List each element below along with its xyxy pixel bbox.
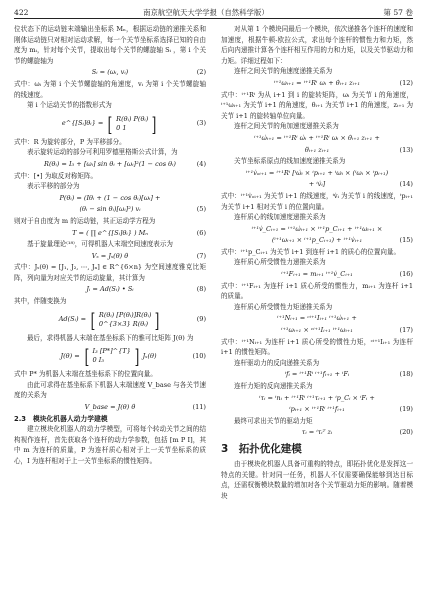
equation-number: (17): [399, 326, 413, 335]
paragraph: 关节坐标系原点的线加速度递推关系为: [234, 157, 346, 166]
equation-19-line1: [221, 393, 413, 404]
equation-lhs: e^{[Sᵢ]θᵢ} =: [61, 119, 104, 128]
equation-number: (6): [196, 228, 206, 237]
paragraph: 连杆质心的线加速度递推关系为: [234, 213, 326, 222]
equation-4: [14, 159, 206, 170]
matrix: [106, 111, 158, 136]
paragraph: 式中：ⁱ⁺¹v̇ₒᵢ₊₁ 为关节 i+1 的线速度，ⁱv̇ᵢ 为关节 i 的线速度，ⁱpᵢ₊₁ 为关节 i+1 相对关节 i 的位置向量。: [221, 191, 413, 211]
paragraph: 由此可求得在基坐标系下机器人末端速度 V_base 与各关节速度的关系为: [14, 380, 206, 400]
paragraph: 连杆力矩的反向递推关系为: [234, 382, 313, 390]
paragraph: 连杆驱动力的反向递推关系为: [234, 358, 320, 367]
paragraph: 表示旋转运动的部分可利用罗德里格斯公式计算，为: [27, 148, 178, 157]
equation-body: ⁱ⁺¹ωᵢ₊₁ = ⁱ⁺¹Rⁱ ωᵢ + θ̇ᵢ₊₁ zᵢ₊₁: [273, 78, 361, 87]
equation-9: [14, 308, 206, 332]
equation-20: [221, 427, 413, 438]
equation-17-line2: [221, 325, 413, 336]
matrix-row: R(θᵢ) [P(θᵢ)]R(θᵢ): [98, 310, 152, 319]
paragraph: 连杆之间关节的角加速度递推关系为: [234, 122, 339, 131]
equation-body: Vₛ = Jₛ(θ) θ̇: [91, 251, 129, 260]
equation-number: (18): [399, 370, 413, 379]
equation-number: (10): [192, 351, 206, 360]
equation-body: P(θᵢ) = (Iθᵢ + (1 − cos θᵢ)[ωᵢ] +: [59, 193, 161, 202]
paragraph: 连杆质心所受惯性力矩递推关系为: [234, 302, 333, 311]
equation-2: [14, 67, 206, 78]
paragraph: 连杆之间关节的角速度递推关系为: [234, 67, 333, 76]
right-column: [221, 24, 413, 501]
paragraph: 式中：ⁱ⁺¹Rⁱ 为从 i+1 到 i 的旋转矩阵，ωᵢ 为关节 i 的角速度，ⁱ⁺¹ωᵢ₊₁ 为关节 i+1 的角速度，θ̇ᵢ₊₁ 为关节 i+1 的角速度，zᵢ₊₁ 为关节 i+1 的旋转轴单位向量。: [221, 90, 413, 120]
right-bracket: ]: [155, 307, 160, 332]
equation-11: [14, 402, 206, 413]
paragraph: 则对于自由度为 m 的运动链，其正运动学方程为: [14, 216, 156, 225]
matrix-row: I₃ [P*]^{T}: [92, 347, 131, 356]
left-bracket: [: [90, 307, 96, 332]
paragraph: 式中：ⁱ⁺¹Fᵢ₊₁ 为连杆 i+1 质心所受的惯性力，mᵢ₊₁ 为连杆 i+1 的质量。: [221, 281, 413, 301]
paragraph: 基于旋量理论⁽¹⁸⁾，可得机器人末端空间速度表示为: [27, 240, 173, 249]
equation-body: T = ( ∏ e^{[Sᵢ]θᵢ} ) Mₙ: [72, 228, 148, 237]
equation-18: [221, 369, 413, 380]
paragraph: 式中：R 为旋转部分，P 为平移部分。: [14, 137, 126, 146]
paragraph: 建立模块化机器人的动力学模型，可将每个转动关节之间的结构视作连杆，首先获取各个连杆的动力学参数，包括 [m P I]，其中 m 为连杆的质量，P 为连杆质心相对于上一关节坐标系的质心，I 为连杆相对于上一关节坐标系的惯性矩阵。: [14, 425, 206, 465]
paragraph: 对从第 1 个模块同最后一个模块，依次递推各个连杆的速度和加速度，根据牛顿-欧拉公式，求出每个连杆的惯性力和力矩，然后向内递推计算各个连杆相互作用的力和力矩，以及关节驱动力和力矩。详细过程如下：: [221, 25, 413, 65]
equation-number: (4): [196, 159, 206, 168]
equation-number: (2): [196, 68, 206, 77]
equation-body: + ⁱv̇ᵢ]: [308, 180, 326, 189]
paragraph: 连杆质心所受惯性力递推关系为: [234, 258, 326, 267]
equation-number: (3): [196, 119, 206, 128]
equation-body: V_base = J(θ) θ̇: [84, 403, 136, 412]
equation-6: [14, 228, 206, 239]
running-header: [14, 7, 413, 19]
equation-16: [221, 269, 413, 280]
equation-body: ⁱ⁺¹ωᵢ₊₁ × ᶜⁱ⁺¹Iᵢ₊₁ ⁱ⁺¹ωᵢ₊₁: [281, 326, 353, 335]
equation-number: (7): [196, 251, 206, 260]
right-bracket: ]: [151, 111, 157, 136]
equation-3: [14, 112, 206, 136]
equation-15-line1: [221, 224, 413, 235]
equation-10: [14, 344, 206, 368]
volume-label: 第 57 卷: [383, 8, 413, 17]
equation-7: [14, 251, 206, 262]
right-bracket: ]: [134, 344, 140, 369]
equation-number: (20): [399, 428, 413, 437]
equation-number: (11): [192, 403, 206, 412]
equation-14-line1: [221, 168, 413, 179]
equation-8: [14, 284, 206, 295]
equation-body: R(θᵢ) = I₃ + [ωᵢ] sin θᵢ + [ωᵢ]²(1 − cos θᵢ): [44, 159, 176, 168]
equation-body: ⁱpᵢ₊₁ × ⁱ⁺¹Rⁱ ⁱ⁺¹fᵢ₊₁: [289, 405, 345, 414]
equation-number: (15): [399, 236, 413, 245]
paragraph: 表示平移的部分为: [27, 182, 80, 191]
paragraph: 最终可求出关节的驱动力矩: [234, 416, 313, 425]
equation-body: τᵢ = ⁱτᵢᵀ zᵢ: [301, 428, 333, 437]
left-column: [14, 24, 206, 467]
equation-number: (13): [399, 145, 413, 154]
equation-14-line2: [221, 179, 413, 190]
matrix-row: R(θᵢ) P(θᵢ): [116, 114, 149, 123]
equation-12: [221, 78, 413, 89]
equation-13-line2: [221, 145, 413, 156]
equation-lhs: J(θ) =: [60, 351, 80, 360]
equation-body: (θᵢ − sin θᵢ)[ωᵢ]²) vᵢ: [79, 205, 141, 214]
paragraph: 位状态下的运动链末端输出坐标系 Mₙ，根据运动链的递推关系和刚体运动链只对相对运动求解，每一个关节坐标系选择已知的自由度为 mᵢ，针对每个关节，提取出每个关节的螺旋轴 Sᵢ ，第 i 个关节的螺旋轴为: [14, 25, 206, 65]
matrix: [89, 307, 161, 332]
matrix-row: 0^{3×3} R(θᵢ): [98, 319, 149, 328]
paragraph: 式中：ωᵢ 为第 i 个关节螺旋轴的角速度，vᵢ 为第 i 个关节螺旋轴的线速度。: [14, 79, 206, 99]
paragraph: 式中：ⁱ⁺¹p_Cᵢ₊₁ 为关节 i+1 到连杆 i+1 的质心的位置向量。: [221, 247, 401, 256]
equation-lhs: Ad(Sᵢ) =: [58, 315, 87, 324]
equation-body: ⁱ⁺¹v̇ₒᵢ₊₁ = ⁱ⁺¹Rⁱ [ⁱω̇ᵢ × ⁱpᵢ₊₁ + ⁱωᵢ × (ⁱωᵢ × ⁱpᵢ₊₁): [245, 168, 389, 177]
paragraph: 式中 P* 为机器人末端在基坐标系下的位置向量。: [14, 370, 157, 379]
equation-body: ⁱ⁺¹v̇_Cᵢ₊₁ = ⁱ⁺¹ω̇ᵢ₊₁ × ⁱ⁺¹p_Cᵢ₊₁ + ⁱ⁺¹ωᵢ₊₁ ×: [251, 224, 383, 233]
equation-5-line1: [14, 193, 206, 204]
equation-17-line1: [221, 313, 413, 324]
paragraph: 式中：Jₛ(θ) = [J₁, J₂, ⋯, Jₙ] ∈ R^{6×n} 为空间速度雅克比矩阵，列向量为对应关节的运动旋量，其计算为: [14, 263, 206, 282]
section-heading: 2.3 模块化机器人动力学建模: [14, 414, 108, 423]
equation-body: (ⁱ⁺¹ωᵢ₊₁ × ⁱ⁺¹p_Cᵢ₊₁) + ⁱ⁺¹v̇ᵢ₊₁: [271, 236, 363, 245]
equation-body: θ̈ᵢ₊₁ zᵢ₊₁: [304, 145, 330, 154]
equation-number: (9): [196, 315, 206, 324]
paragraph: 由于模块化机器人具备可重构的特点，即拓扑优化是发挥这一特点的关键。针对同一任务，机器人不仅需要确保能够到达目标点，还需权衡模块数量的增加对各个关节驱动力矩的影响。随着模块: [221, 459, 413, 500]
page-number: 422: [14, 8, 29, 17]
equation-15-line2: [221, 235, 413, 246]
equation-number: (8): [196, 285, 206, 294]
matrix-row: 0 I₃: [92, 356, 105, 365]
left-bracket: [: [107, 111, 113, 136]
equation-body: ⁱτᵢ = ⁱnᵢ + ⁱ⁺¹Rⁱ ⁱ⁺¹τᵢ₊₁ + ⁱp_Cᵢ × ⁱFᵢ +: [259, 393, 375, 402]
equation-number: (5): [196, 205, 206, 214]
equation-body: Jᵢ = Ad(Sᵢ) • Sᵢ: [86, 285, 134, 294]
paragraph: 式中：ⁱ⁺¹Nᵢ₊₁ 为连杆 i+1 质心所受的惯性力矩，ᶜⁱ⁺¹Iᵢ₊₁ 为连杆 i+1 的惯性矩阵。: [221, 337, 413, 357]
journal-name: 南京航空航天大学学报（自然科学版）: [143, 8, 269, 17]
chapter-heading: 3 拓扑优化建模: [221, 442, 302, 455]
equation-number: (14): [399, 180, 413, 189]
equation-body: ⁱfᵢ = ⁱ⁺¹Rⁱ ⁱ⁺¹fᵢ₊₁ + ⁱFᵢ: [284, 370, 350, 379]
paragraph: 最后，求得机器人末端在基坐标系下的雅可比矩阵 J(θ) 为: [27, 333, 194, 342]
matrix: [83, 344, 141, 369]
equation-number: (16): [399, 270, 413, 279]
equation-19-line2: [221, 404, 413, 415]
equation-body: ⁱ⁺¹Nᵢ₊₁ = ᶜⁱ⁺¹Iᵢ₊₁ ⁱ⁺¹ω̇ᵢ₊₁ +: [277, 314, 357, 323]
equation-13-line1: [221, 133, 413, 144]
paragraph: 第 i 个运动关节的指数形式为: [27, 101, 112, 110]
left-bracket: [: [84, 344, 89, 369]
equation-body: ⁱ⁺¹Fᵢ₊₁ = mᵢ₊₁ ⁱ⁺¹v̇_Cᵢ₊₁: [281, 270, 353, 279]
paragraph: 式中：[•] 为取反对称矩阵。: [14, 171, 98, 180]
equation-tail: Jₛ(θ): [142, 351, 157, 360]
matrix-row: 0 1: [116, 123, 127, 132]
paragraph: 其中，伴随变换为: [14, 297, 67, 306]
equation-number: (12): [399, 78, 413, 87]
equation-body: ⁱ⁺¹ω̇ᵢ₊₁ = ⁱ⁺¹Rⁱ ω̇ᵢ + ⁱ⁺¹Rⁱ ωᵢ × θ̇ᵢ₊₁ zᵢ₊₁ +: [254, 133, 380, 142]
equation-body: Sᵢ = (ωᵢ, vᵢ): [91, 68, 129, 77]
equation-number: (19): [399, 405, 413, 414]
equation-5-line2: [14, 204, 206, 215]
